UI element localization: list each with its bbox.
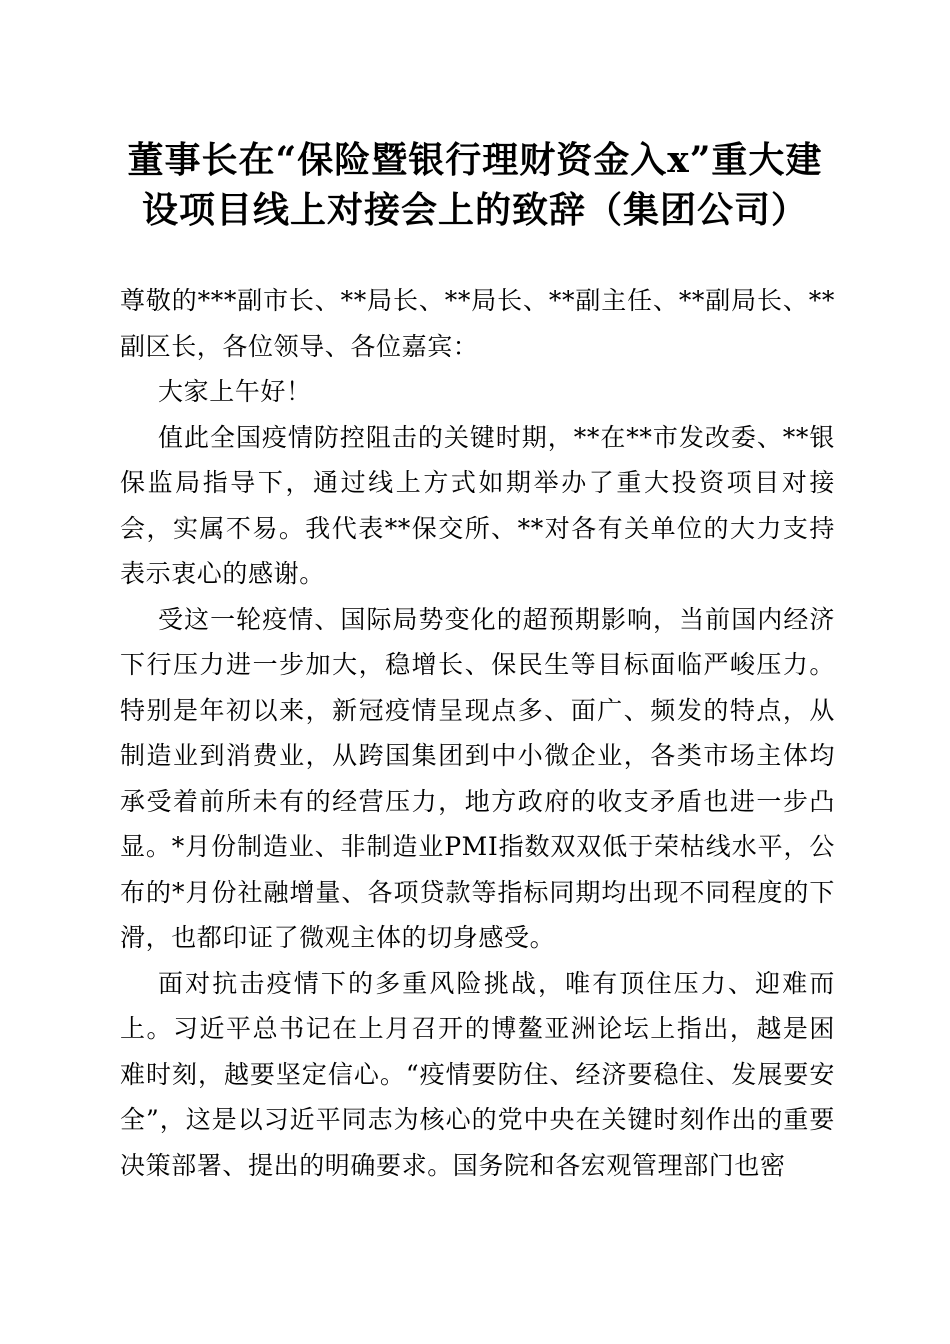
title-line-1: 董事长在“保险暨银行理财资金入x”重大建	[127, 139, 823, 181]
salutation: 尊敬的***副市长、**局长、**局长、**副主任、**副局长、**副区长，各位领导、各位嘉宾：	[120, 286, 835, 361]
paragraph-1: 值此全国疫情防控阻击的关键时期，**在**市发改委、**银保监局指导下，通过线上方式如期举办了重大投资项目对接会，实属不易。我代表**保交所、**对各有关单位的大力支持表示衷心的感谢。	[120, 422, 835, 588]
title-line-2: 设项目线上对接会上的致辞（集团公司）	[141, 189, 808, 231]
greeting: 大家上午好！	[158, 377, 312, 406]
document-title	[60, 135, 890, 235]
paragraph-2: 受这一轮疫情、国际局势变化的超预期影响，当前国内经济下行压力进一步加大，稳增长、保民生等目标面临严峻压力。特别是年初以来，新冠疫情呈现点多、面广、频发的特点，从制造业到消费业，从跨国集团到中小微企业，各类市场主体均承受着前所未有的经营压力，地方政府的收支矛盾也进一步凸显。*月份制造业、非制造业PMI指数双双低于荣枯线水平，公布的*月份社融增量、各项贷款等指标同期均出现不同程度的下滑，也都印证了微观主体的切身感受。	[120, 604, 835, 952]
document-body	[120, 278, 835, 1188]
paragraph-3: 面对抗击疫情下的多重风险挑战，唯有顶住压力、迎难而上。习近平总书记在上月召开的博鳌亚洲论坛上指出，越是困难时刻，越要坚定信心。“疫情要防住、经济要稳住、发展要安全”，这是以习近平同志为核心的党中央在关键时刻作出的重要决策部署、提出的明确要求。国务院和各宏观管理部门也密	[120, 968, 835, 1180]
